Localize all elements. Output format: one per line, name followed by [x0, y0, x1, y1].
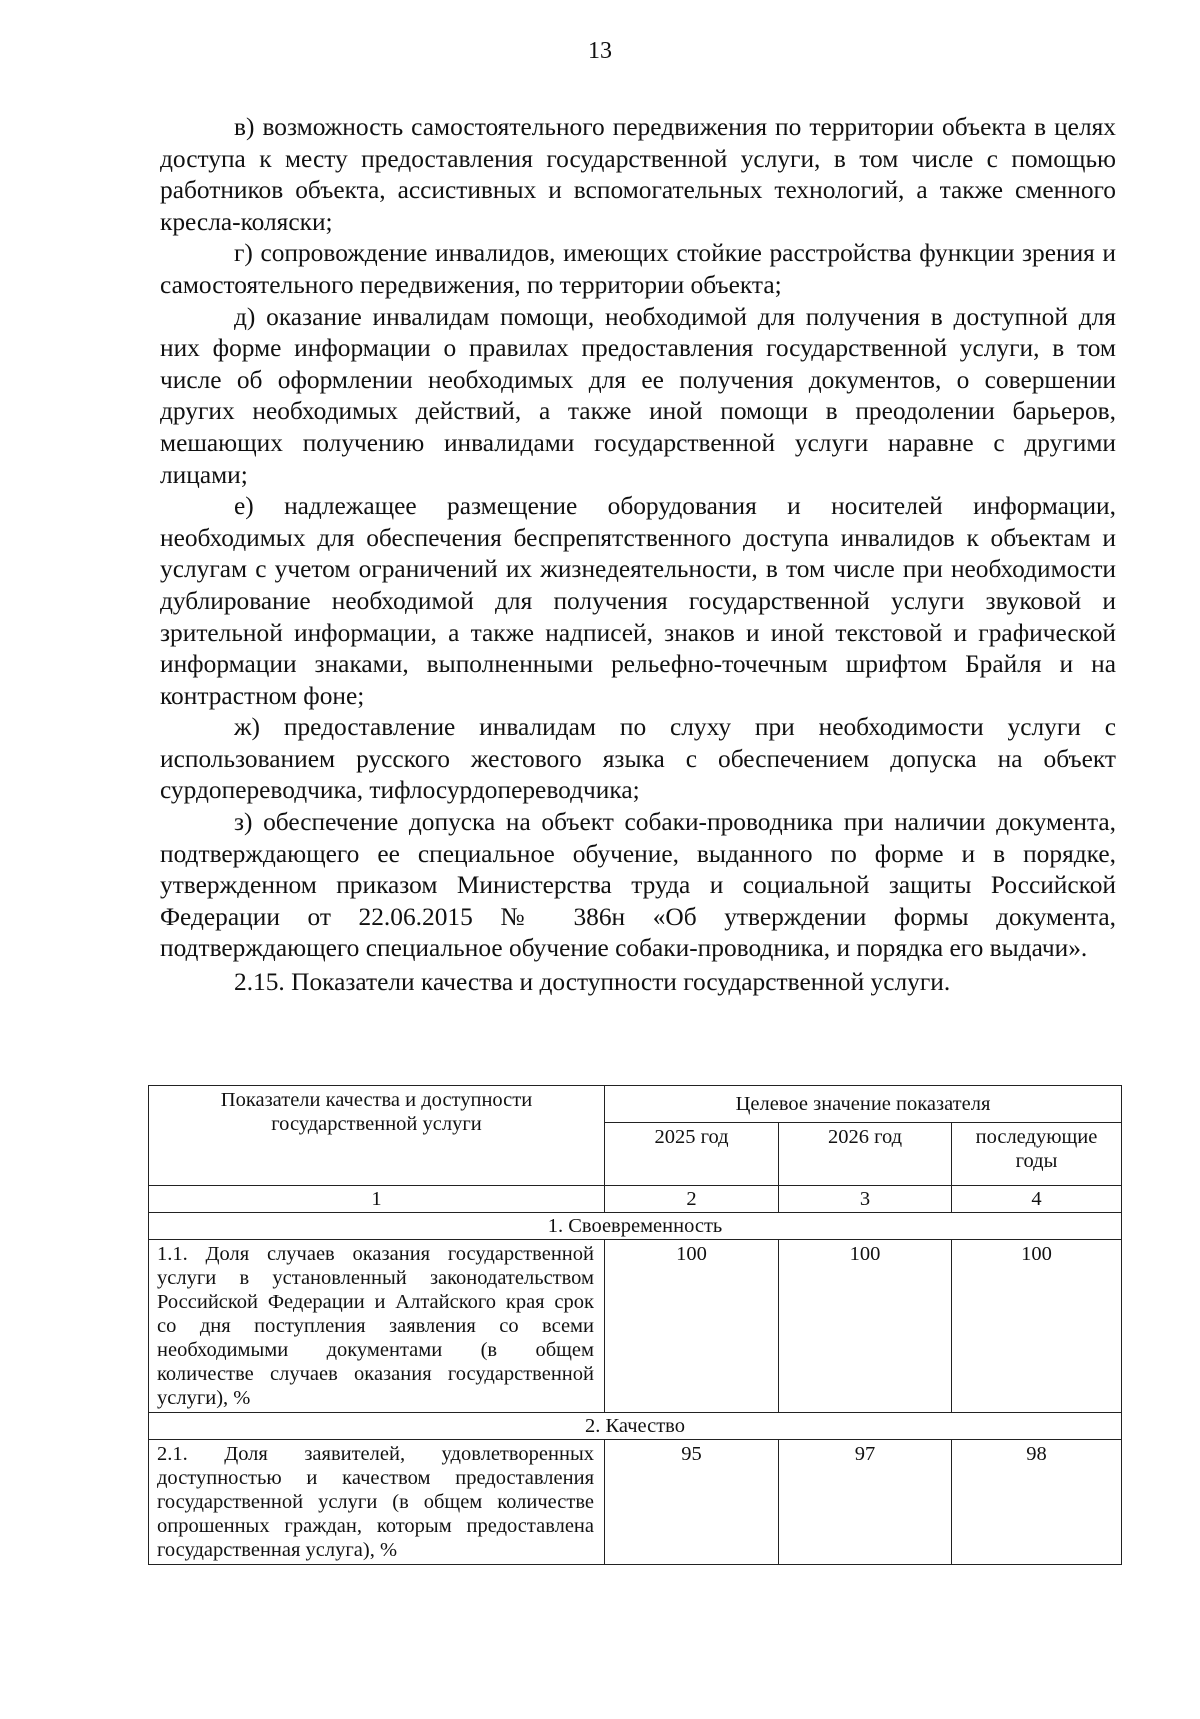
- indicator-value-2026: 100: [779, 1240, 952, 1413]
- indicator-value-2025: 95: [605, 1440, 779, 1565]
- paragraph-zh: ж) предоставление инвалидам по слуху при необходимости услуги с использованием русского жестового языка с обеспечением допуска на объект сурдопереводчика, тифлосурдопереводчика;: [160, 713, 1116, 805]
- paragraph-z: з) обеспечение допуска на объект собаки-проводника при наличии документа, подтверждающего ее специальное обучение, выданного по форме и в порядке, утвержденном приказом Министерства труда и социальной защиты Российской Федерации от 22.06.2015 № 386н «Об утверждении формы документа, подтверждающего специальное обучение собаки-проводника, и порядка его выдачи».: [160, 808, 1116, 963]
- paragraph-d: д) оказание инвалидам помощи, необходимой для получения в доступной для них форме информации о правилах предоставления государственной услуги, в том числе об оформлении необходимых для ее получения документов, о совершении других необходимых действий, а также иной помощи в преодолении барьеров, мешающих получению инвалидами государственной услуги наравне с другими лицами;: [160, 302, 1116, 489]
- paragraph-v: в) возможность самостоятельного передвижения по территории объекта в целях доступа к месту предоставления государственной услуги, в том числе с помощью работников объекта, ассистивных и вспомогательных технологий, а также сменного кресла-коляски;: [160, 113, 1116, 236]
- header-target-value: Целевое значение показателя: [605, 1086, 1122, 1123]
- document-body: [160, 112, 1116, 999]
- column-number: 1: [149, 1186, 605, 1213]
- paragraph-g: г) сопровождение инвалидов, имеющих стойкие расстройства функции зрения и самостоятельного передвижения, по территории объекта;: [160, 239, 1116, 299]
- header-year-2025: 2025 год: [605, 1123, 779, 1186]
- section-heading: 2.15. Показатели качества и доступности государственной услуги.: [234, 968, 951, 997]
- indicator-row-label: 2.1. Доля заявителей, удовлетворенных доступностью и качеством предоставления государственной услуги (в общем количестве опрошенных граждан, которым предоставлена государственная услуга), %: [149, 1440, 605, 1565]
- section-title-quality: 2. Качество: [149, 1413, 1122, 1440]
- section-title-timeliness: 1. Своевременность: [149, 1213, 1122, 1240]
- header-year-following: последующие годы: [952, 1123, 1122, 1186]
- paragraph-e: е) надлежащее размещение оборудования и носителей информации, необходимых для обеспечения беспрепятственного доступа инвалидов к объектам и услугам с учетом ограничений их жизнедеятельности, в том числе при необходимости дублирование необходимой для получения государственной услуги звуковой и зрительной информации, а также надписей, знаков и иной текстовой и графической информации знаками, выполненными рельефно-точечным шрифтом Брайля и на контрастном фоне;: [160, 492, 1116, 710]
- column-number: 4: [952, 1186, 1122, 1213]
- indicator-value-2026: 97: [779, 1440, 952, 1565]
- indicator-value-following: 100: [952, 1240, 1122, 1413]
- indicator-row-label: 1.1. Доля случаев оказания государственной услуги в установленный законодательством Российской Федерации и Алтайского края срок со дня поступления заявления со всеми необходимыми документами (в общем количестве случаев оказания государственной услуги), %: [149, 1240, 605, 1413]
- indicators-table: [148, 1085, 1122, 1565]
- page-number: 13: [588, 38, 612, 64]
- header-indicator: Показатели качества и доступности государственной услуги: [149, 1086, 605, 1186]
- indicator-value-following: 98: [952, 1440, 1122, 1565]
- header-year-2026: 2026 год: [779, 1123, 952, 1186]
- column-number: 3: [779, 1186, 952, 1213]
- indicator-value-2025: 100: [605, 1240, 779, 1413]
- column-number: 2: [605, 1186, 779, 1213]
